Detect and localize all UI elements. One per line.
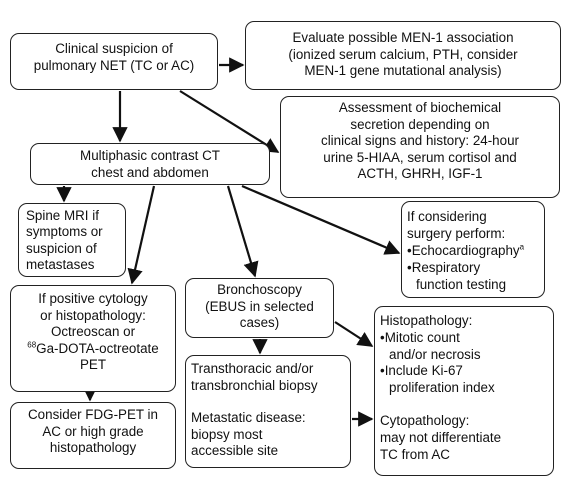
node-text: function testing <box>416 277 507 292</box>
arrow-bronchoscopy-to-histopathology <box>335 322 372 346</box>
node-text: transbronchial biopsy <box>191 377 318 393</box>
node-text: •Include Ki-67 <box>380 363 463 379</box>
men1-association-node <box>245 21 561 90</box>
node-text: •Echocardiography <box>407 243 520 258</box>
node-text: Metastatic disease: <box>191 410 306 426</box>
node-text: (ionized serum calcium, PTH, consider <box>288 46 518 62</box>
footnote-marker: a <box>519 242 525 252</box>
node-text: clinical signs and history: 24-hour <box>321 133 519 149</box>
node-text: Clinical suspicion of <box>55 41 173 56</box>
spine-mri-node <box>18 203 126 277</box>
node-text: may not differentiate <box>380 429 502 445</box>
arrow-ct-to-positive <box>132 186 154 283</box>
bronchoscopy-node <box>185 278 334 338</box>
node-text: MEN-1 gene mutational analysis) <box>304 63 502 79</box>
node-text: Multiphasic contrast CT <box>80 148 220 163</box>
node-text: Spine MRI if <box>26 208 99 223</box>
node-text: metastases <box>26 257 95 273</box>
node-text: Assessment of biochemical <box>338 100 502 115</box>
fdg-pet-node <box>10 402 176 469</box>
ct-scan-node <box>30 143 270 185</box>
biochemical-assessment-node <box>280 96 560 198</box>
node-text: •Respiratory <box>407 260 481 275</box>
node-text: symptoms or <box>26 224 103 240</box>
node-text: TC from AC <box>380 446 450 462</box>
node-text: Histopathology: <box>380 313 473 328</box>
node-text: histopathology <box>49 440 137 456</box>
node-text: PET <box>79 357 107 373</box>
arrow-ct-to-bronchoscopy <box>228 186 255 276</box>
isotope-superscript: 68 <box>27 340 37 350</box>
echocardiography-item <box>407 242 544 259</box>
positive-cytology-node <box>10 285 176 392</box>
node-text: urine 5-HIAA, serum cortisol and <box>323 149 517 165</box>
node-text: Consider FDG-PET in <box>28 407 158 422</box>
node-text: surgery perform: <box>407 226 506 241</box>
histopathology-node <box>374 306 554 476</box>
node-text: and/or necrosis <box>389 346 481 362</box>
node-text: If considering <box>407 209 487 224</box>
biopsy-node <box>185 355 351 468</box>
node-text: •Mitotic count <box>380 329 460 345</box>
node-text: suspicion of <box>26 240 97 256</box>
clinical-suspicion-node <box>10 33 218 90</box>
node-text: or histopathology: <box>40 307 146 323</box>
node-text: (EBUS in selected <box>205 298 314 314</box>
node-text: ACTH, GHRH, IGF-1 <box>357 166 483 182</box>
spacer <box>191 394 350 410</box>
node-text: Transthoracic and/or <box>191 361 314 376</box>
node-text: If positive cytology <box>38 291 148 306</box>
spacer <box>380 397 553 413</box>
node-text: biopsy most <box>191 426 263 442</box>
node-text: Octreoscan or <box>50 324 136 340</box>
node-text: AC or high grade <box>42 423 144 439</box>
node-text: accessible site <box>191 443 279 459</box>
node-text: Ga-DOTA-octreotate <box>36 340 159 356</box>
node-text: Cytopathology: <box>380 412 470 428</box>
node-text: Bronchoscopy <box>217 282 302 297</box>
surgery-workup-node <box>401 201 545 298</box>
node-text: chest and abdomen <box>91 164 209 180</box>
node-text: proliferation index <box>389 380 495 396</box>
node-text: cases) <box>239 315 280 331</box>
gallium-pet-line <box>11 341 175 358</box>
node-text: pulmonary NET (TC or AC) <box>33 57 195 73</box>
node-text: Evaluate possible MEN-1 association <box>292 30 514 45</box>
node-text: secretion depending on <box>350 116 490 132</box>
